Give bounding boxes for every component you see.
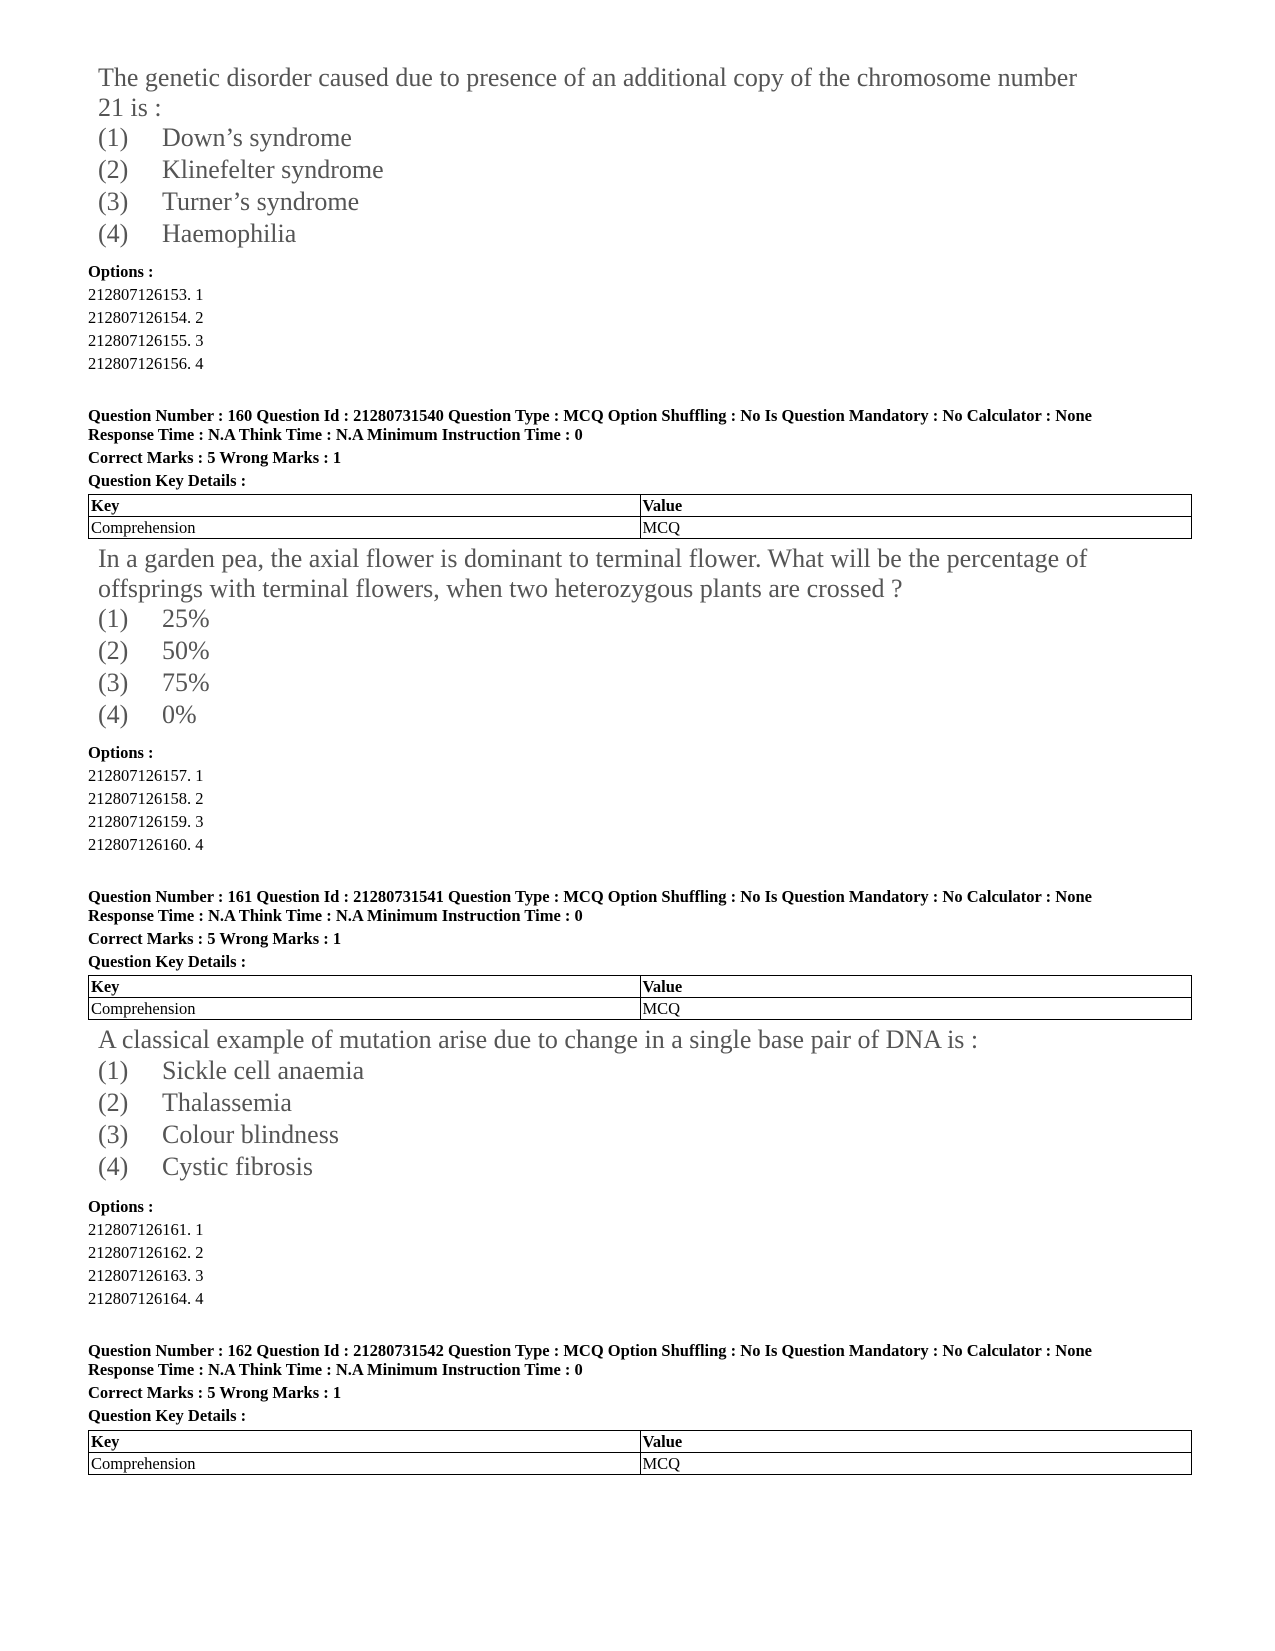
- option-id: 212807126153. 1: [88, 285, 204, 304]
- table-row: [89, 976, 1192, 998]
- choice-text: Thalassemia: [162, 1088, 292, 1117]
- question-160-choice-4: [98, 700, 197, 733]
- question-159-line-2: 21 is :: [98, 93, 162, 122]
- question-162-key-table: [88, 1430, 1192, 1475]
- question-159-line-1: The genetic disorder caused due to presence of an additional copy of the chromosome number: [98, 63, 1077, 92]
- value-cell: MCQ: [640, 998, 1192, 1020]
- choice-number: (3): [98, 668, 129, 697]
- question-160-meta-line-1: Question Number : 160 Question Id : 21280731540 Question Type : MCQ Option Shuffling : No Is Question Mandatory : No Calculator : None: [88, 406, 1092, 425]
- choice-number: (3): [98, 187, 129, 216]
- question-160-meta-line-2: Response Time : N.A Think Time : N.A Minimum Instruction Time : 0: [88, 425, 583, 444]
- option-id: 212807126161. 1: [88, 1220, 204, 1239]
- choice-text: 0%: [162, 700, 197, 729]
- table-row: [89, 517, 1192, 539]
- choice-text: Haemophilia: [162, 219, 297, 248]
- question-161-choice-4: [98, 1152, 313, 1185]
- key-header: Key: [89, 1431, 641, 1453]
- choice-number: (1): [98, 123, 129, 152]
- choice-text: Down’s syndrome: [162, 123, 352, 152]
- options-label: Options :: [88, 262, 154, 281]
- option-id: 212807126157. 1: [88, 766, 204, 785]
- choice-number: (3): [98, 1120, 129, 1149]
- choice-text: Cystic fibrosis: [162, 1152, 313, 1181]
- option-id: 212807126164. 4: [88, 1289, 204, 1308]
- question-162-meta-line-1: Question Number : 162 Question Id : 21280731542 Question Type : MCQ Option Shuffling : No Is Question Mandatory : No Calculator : None: [88, 1341, 1092, 1360]
- choice-text: 25%: [162, 604, 210, 633]
- question-161-line-1: A classical example of mutation arise due to change in a single base pair of DNA is :: [98, 1025, 979, 1054]
- question-161-key-details-label: Question Key Details :: [88, 952, 247, 971]
- choice-text: Turner’s syndrome: [162, 187, 360, 216]
- value-header: Value: [640, 495, 1192, 517]
- table-row: [89, 1453, 1192, 1475]
- option-id: 212807126154. 2: [88, 308, 204, 327]
- question-159-choice-2: [98, 155, 384, 188]
- question-160-line-1: In a garden pea, the axial flower is dominant to terminal flower. What will be the percentage of: [98, 544, 1088, 573]
- question-162-key-details-label: Question Key Details :: [88, 1406, 247, 1425]
- question-160-line-2: offsprings with terminal flowers, when two heterozygous plants are crossed ?: [98, 574, 903, 603]
- choice-number: (2): [98, 155, 129, 184]
- question-160-choice-2: [98, 636, 210, 669]
- question-161-key-table: [88, 975, 1192, 1020]
- question-160-text: [98, 544, 1198, 604]
- choice-text: Colour blindness: [162, 1120, 339, 1149]
- option-id: 212807126162. 2: [88, 1243, 204, 1262]
- question-159-text: [98, 63, 1198, 123]
- choice-text: Klinefelter syndrome: [162, 155, 384, 184]
- choice-text: 75%: [162, 668, 210, 697]
- question-161-meta-line-1: Question Number : 161 Question Id : 21280731541 Question Type : MCQ Option Shuffling : No Is Question Mandatory : No Calculator : None: [88, 887, 1092, 906]
- question-160-choice-3: [98, 668, 210, 701]
- choice-number: (4): [98, 1152, 129, 1181]
- question-161-marks: Correct Marks : 5 Wrong Marks : 1: [88, 929, 342, 948]
- choice-text: Sickle cell anaemia: [162, 1056, 365, 1085]
- option-id: 212807126155. 3: [88, 331, 204, 350]
- question-160-marks: Correct Marks : 5 Wrong Marks : 1: [88, 448, 342, 467]
- choice-number: (4): [98, 700, 129, 729]
- table-row: [89, 1431, 1192, 1453]
- key-cell: Comprehension: [89, 517, 641, 539]
- choice-text: 50%: [162, 636, 210, 665]
- option-id: 212807126163. 3: [88, 1266, 204, 1285]
- choice-number: (4): [98, 219, 129, 248]
- value-header: Value: [640, 1431, 1192, 1453]
- key-cell: Comprehension: [89, 1453, 641, 1475]
- question-162-meta-line-2: Response Time : N.A Think Time : N.A Minimum Instruction Time : 0: [88, 1360, 583, 1379]
- question-161-meta-line-2: Response Time : N.A Think Time : N.A Minimum Instruction Time : 0: [88, 906, 583, 925]
- value-cell: MCQ: [640, 1453, 1192, 1475]
- question-161-choice-3: [98, 1120, 339, 1153]
- choice-number: (2): [98, 1088, 129, 1117]
- value-cell: MCQ: [640, 517, 1192, 539]
- question-162-marks: Correct Marks : 5 Wrong Marks : 1: [88, 1383, 342, 1402]
- question-160-choice-1: [98, 604, 210, 637]
- question-159-choice-4: [98, 219, 296, 252]
- choice-number: (1): [98, 1056, 129, 1085]
- question-160-key-details-label: Question Key Details :: [88, 471, 247, 490]
- question-159-choice-3: [98, 187, 359, 220]
- choice-number: (1): [98, 604, 129, 633]
- key-header: Key: [89, 495, 641, 517]
- options-label: Options :: [88, 1197, 154, 1216]
- question-160-key-table: [88, 494, 1192, 539]
- choice-number: (2): [98, 636, 129, 665]
- question-161-choice-1: [98, 1056, 364, 1089]
- option-id: 212807126156. 4: [88, 354, 204, 373]
- question-159-choice-1: [98, 123, 352, 156]
- options-label: Options :: [88, 743, 154, 762]
- option-id: 212807126160. 4: [88, 835, 204, 854]
- table-row: [89, 998, 1192, 1020]
- question-161-text: [98, 1025, 1198, 1055]
- key-cell: Comprehension: [89, 998, 641, 1020]
- key-header: Key: [89, 976, 641, 998]
- question-161-choice-2: [98, 1088, 292, 1121]
- table-row: [89, 495, 1192, 517]
- value-header: Value: [640, 976, 1192, 998]
- option-id: 212807126158. 2: [88, 789, 204, 808]
- option-id: 212807126159. 3: [88, 812, 204, 831]
